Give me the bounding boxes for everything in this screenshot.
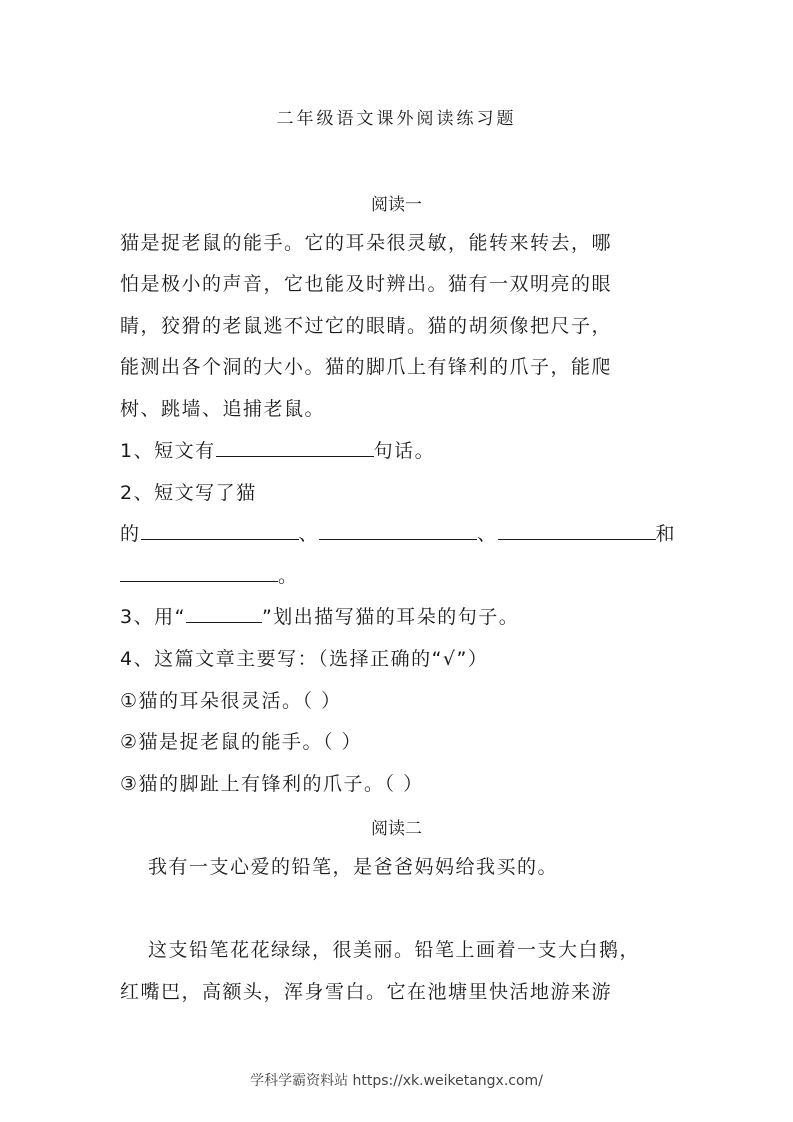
separator: 、 — [298, 523, 320, 545]
separator: 、 — [477, 523, 498, 545]
choice-option[interactable]: ③猫的脚趾上有锋利的爪子。（ ） — [120, 773, 424, 795]
passage-line: 红嘴巴，高额头，浑身雪白。它在池塘里快活地游来游 — [120, 981, 613, 1003]
question-2: 2、短文写了猫 — [120, 482, 257, 504]
question-3-text: 3、用“ — [120, 606, 186, 628]
question-3 — [120, 603, 680, 631]
period: 。 — [278, 565, 299, 587]
page-footer: 学科学霸资料站 https://xk.weiketangx.com/ — [250, 1073, 543, 1089]
passage-line: 这支铅笔花花绿绿，很美丽。铅笔上画着一支大白鹅， — [148, 939, 641, 961]
answer-blank[interactable] — [186, 604, 262, 623]
question-1-text: 1、短文有 — [120, 440, 216, 462]
passage-line: 能测出各个洞的大小。猫的脚爪上有锋利的爪子，能爬 — [120, 356, 613, 378]
answer-blank[interactable] — [120, 563, 278, 582]
answer-blank[interactable] — [216, 438, 374, 457]
passage-line: 猫是捉老鼠的能手。它的耳朵很灵敏，能转来转去，哪 — [120, 232, 613, 254]
question-2-last-blank — [120, 562, 680, 590]
document-title: 二年级语文课外阅读练习题 — [276, 109, 517, 129]
answer-blank[interactable] — [141, 521, 299, 540]
answer-blank[interactable] — [498, 521, 656, 540]
section1-heading: 阅读一 — [371, 195, 422, 215]
question-3-suffix: ”划出描写猫的耳朵的句子。 — [261, 606, 520, 628]
passage-line: 怕是极小的声音，它也能及时辨出。猫有一双明亮的眼 — [120, 273, 613, 295]
choice-option[interactable]: ②猫是捉老鼠的能手。（ ） — [120, 731, 363, 753]
question-2-prefix: 的 — [120, 523, 141, 545]
choice-option[interactable]: ①猫的耳朵很灵活。（ ） — [120, 690, 342, 712]
question-1-suffix: 句话。 — [373, 440, 436, 462]
question-2-blanks — [120, 520, 680, 548]
answer-blank[interactable] — [319, 521, 477, 540]
passage-line: 我有一支心爱的铅笔，是爸爸妈妈给我买的。 — [148, 856, 559, 878]
question-1 — [120, 437, 680, 465]
passage-line: 树、跳墙、追捕老鼠。 — [120, 398, 326, 420]
section2-heading: 阅读二 — [371, 819, 422, 839]
conjunction: 和 — [655, 523, 677, 545]
passage-line: 睛，狡猾的老鼠逃不过它的眼睛。猫的胡须像把尺子， — [120, 315, 613, 337]
question-4: 4、这篇文章主要写：（选择正确的“√”） — [120, 648, 489, 670]
